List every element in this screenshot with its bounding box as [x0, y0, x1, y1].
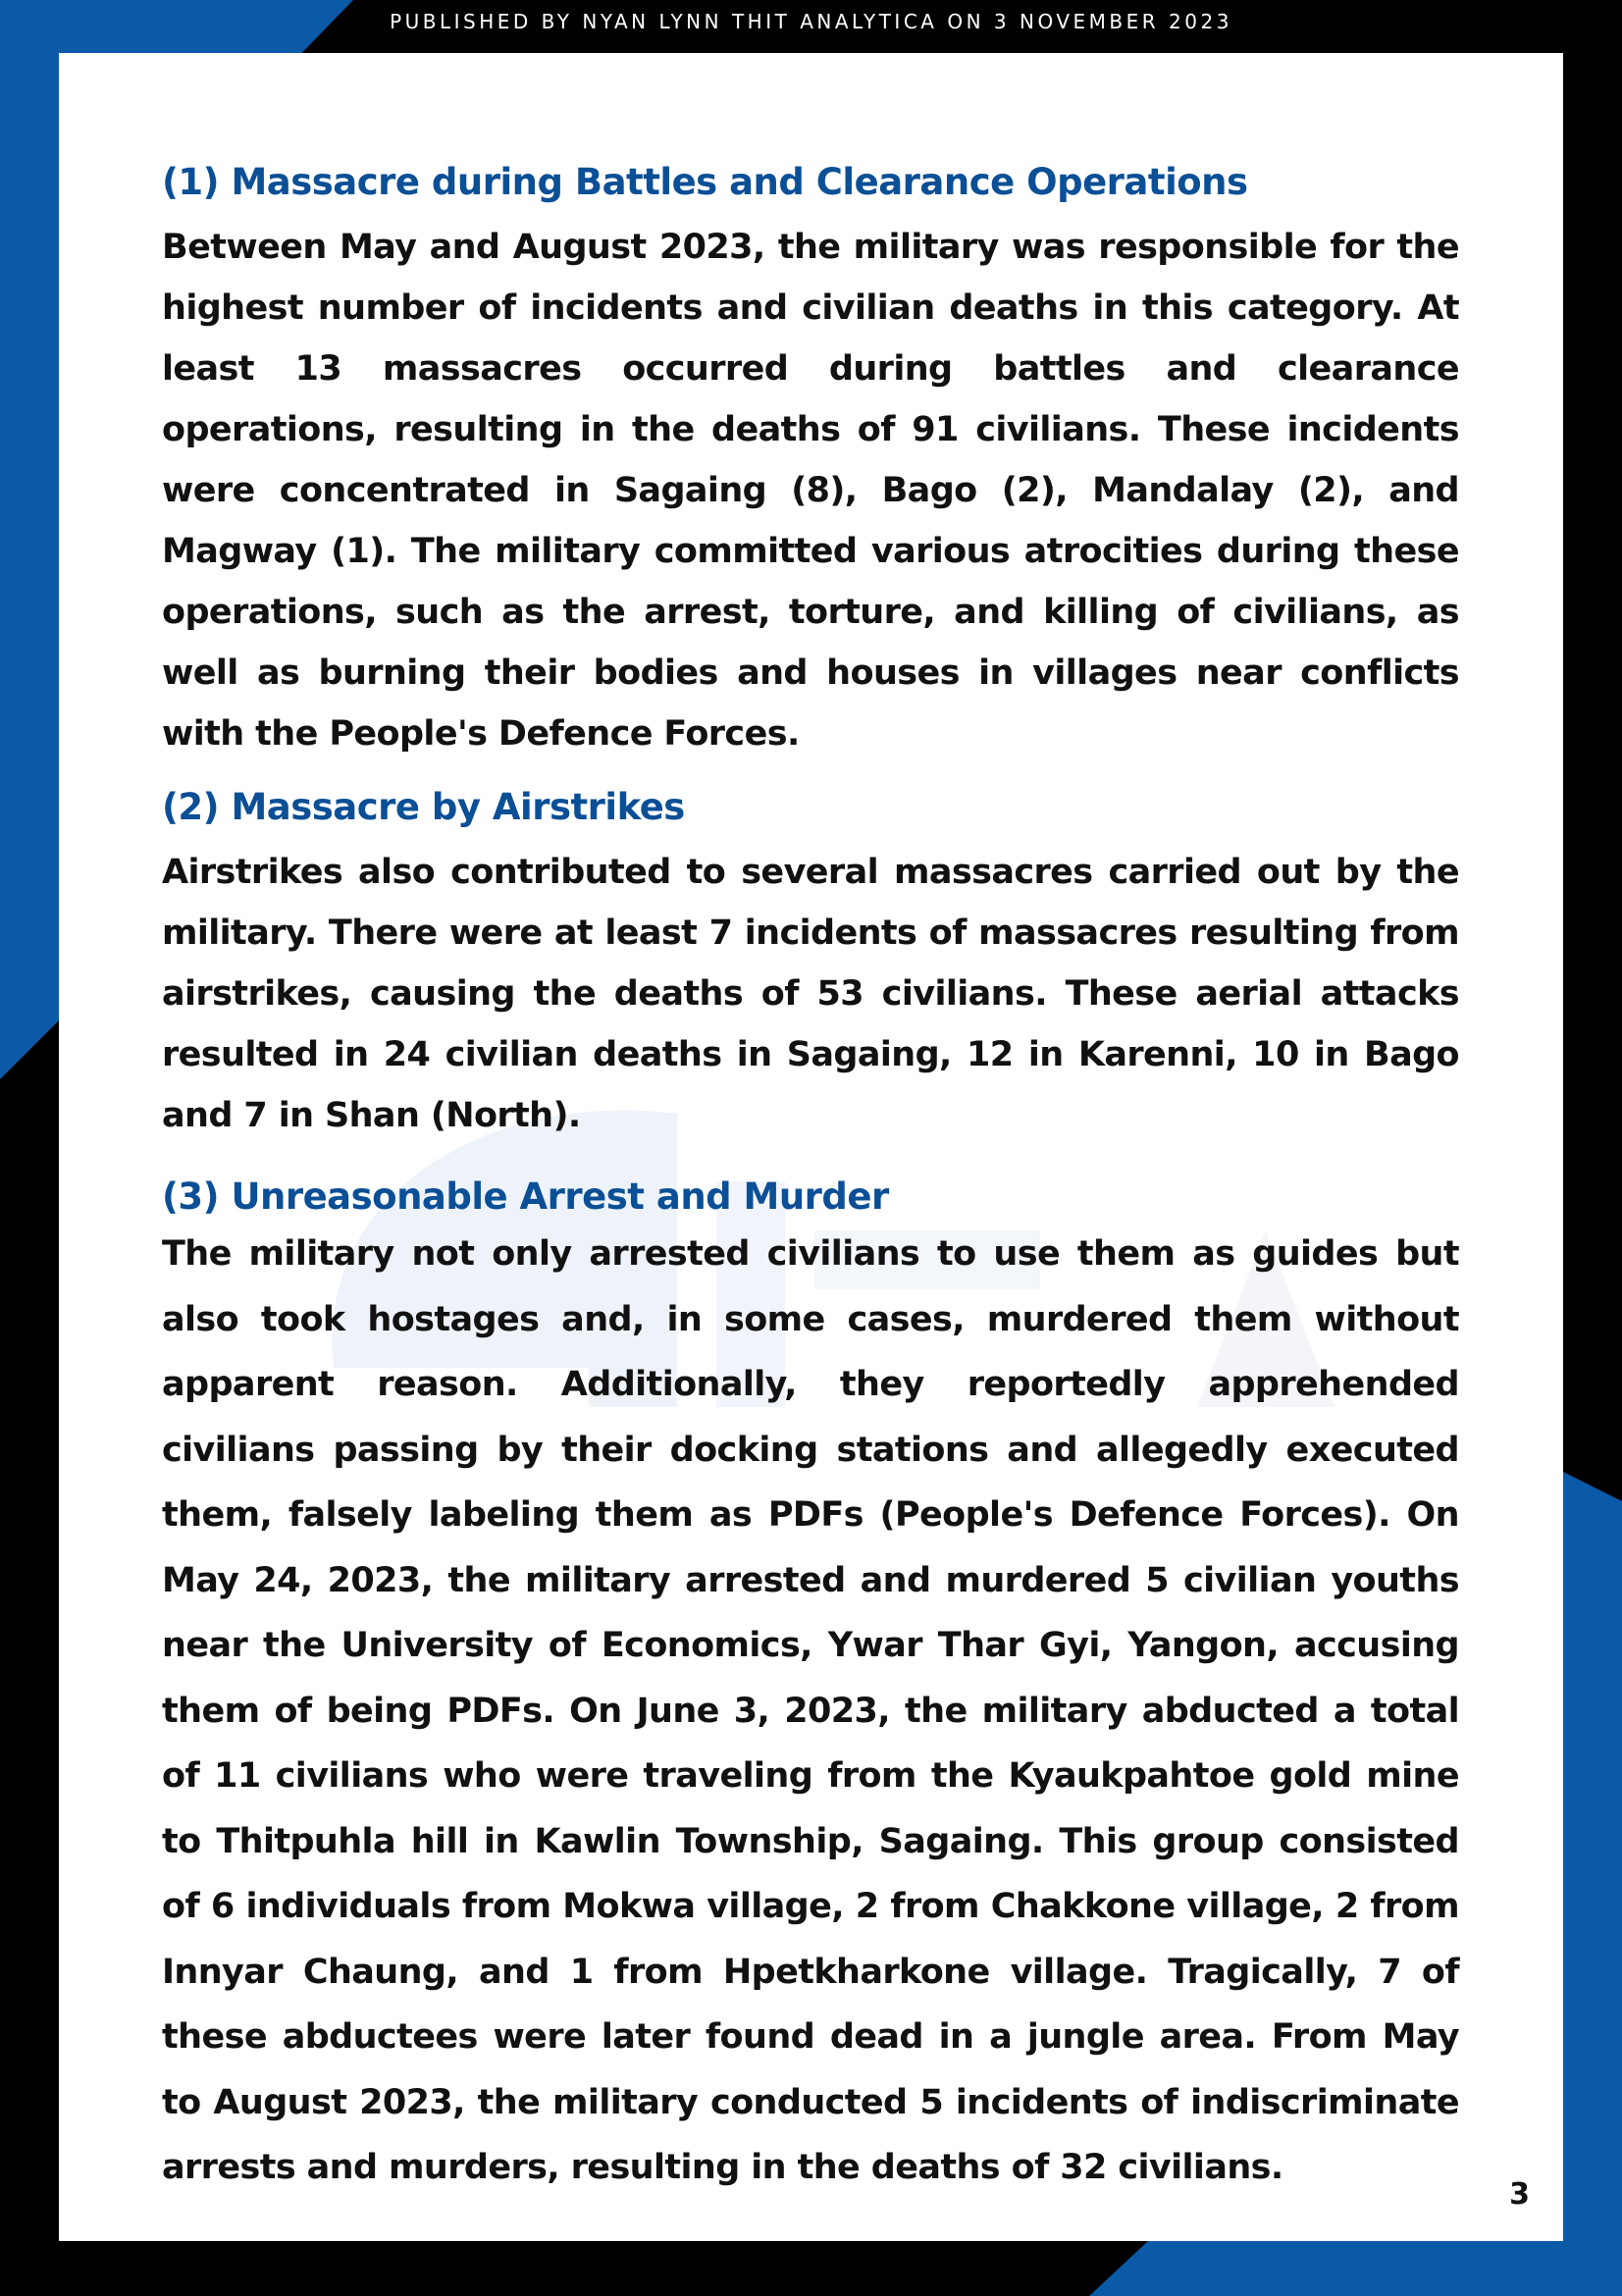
bottom-right-blue-shape	[1089, 2241, 1622, 2296]
document-page	[59, 53, 1563, 2241]
publication-header: PUBLISHED BY NYAN LYNN THIT ANALYTICA ON 3 NOVEMBER 2023	[390, 10, 1232, 33]
section-body-3: The military not only arrested civilians to use them as guides but also took hostages and, in some cases, murdered them without apparent reason. Additionally, they reportedly apprehended civilians passing by their docking stations and allegedly executed them, falsely labeling them as PDFs (People's Defence Forces). On May 24, 2023, the military arrested and murdered 5 civilian youths near the University of Economics, Ywar Thar Gyi, Yangon, accusing them of being PDFs. On June 3, 2023, the military abducted a total of 11 civilians who were traveling from the Kyaukpahtoe gold mine to Thitpuhla hill in Kawlin Township, Sagaing. This group consisted of 6 individuals from Mokwa village, 2 from Chakkone village, 2 from Innyar Chaung, and 1 from Hpetkharkone village. Tragically, 7 of these abductees were later found dead in a jungle area. From May to August 2023, the military conducted 5 incidents of indiscriminate arrests and murders, resulting in the deaths of 32 civilians.	[162, 1234, 1459, 2187]
section-heading-2: (2) Massacre by Airstrikes	[162, 786, 685, 828]
left-blue-shape	[0, 196, 59, 1079]
right-blue-shape	[1563, 1472, 1622, 2296]
document-content	[162, 161, 1459, 2201]
section-body-2: Airstrikes also contributed to several massacres carried out by the military. There were at least 7 incidents of massacres resulting from airstrikes, causing the deaths of 53 civilians. These aerial attacks resulted in 24 civilian deaths in Sagaing, 12 in Karenni, 10 in Bago and 7 in Shan (North).	[162, 853, 1459, 1135]
section-heading-3: (3) Unreasonable Arrest and Murder	[162, 1175, 889, 1218]
page-number: 3	[1509, 2177, 1530, 2212]
section-body-1: Between May and August 2023, the military was responsible for the highest number of incidents and civilian deaths in this category. At least 13 massacres occurred during battles and clearance operations, resulting in the deaths of 91 civilians. These incidents were concentrated in Sagaing (8), Bago (2), Mandalay (2), and Magway (1). The military committed various atrocities during these operations, such as the arrest, torture, and killing of civilians, as well as burning their bodies and houses in villages near conflicts with the People's Defence Forces.	[162, 228, 1459, 754]
section-heading-1: (1) Massacre during Battles and Clearance Operations	[162, 161, 1248, 203]
